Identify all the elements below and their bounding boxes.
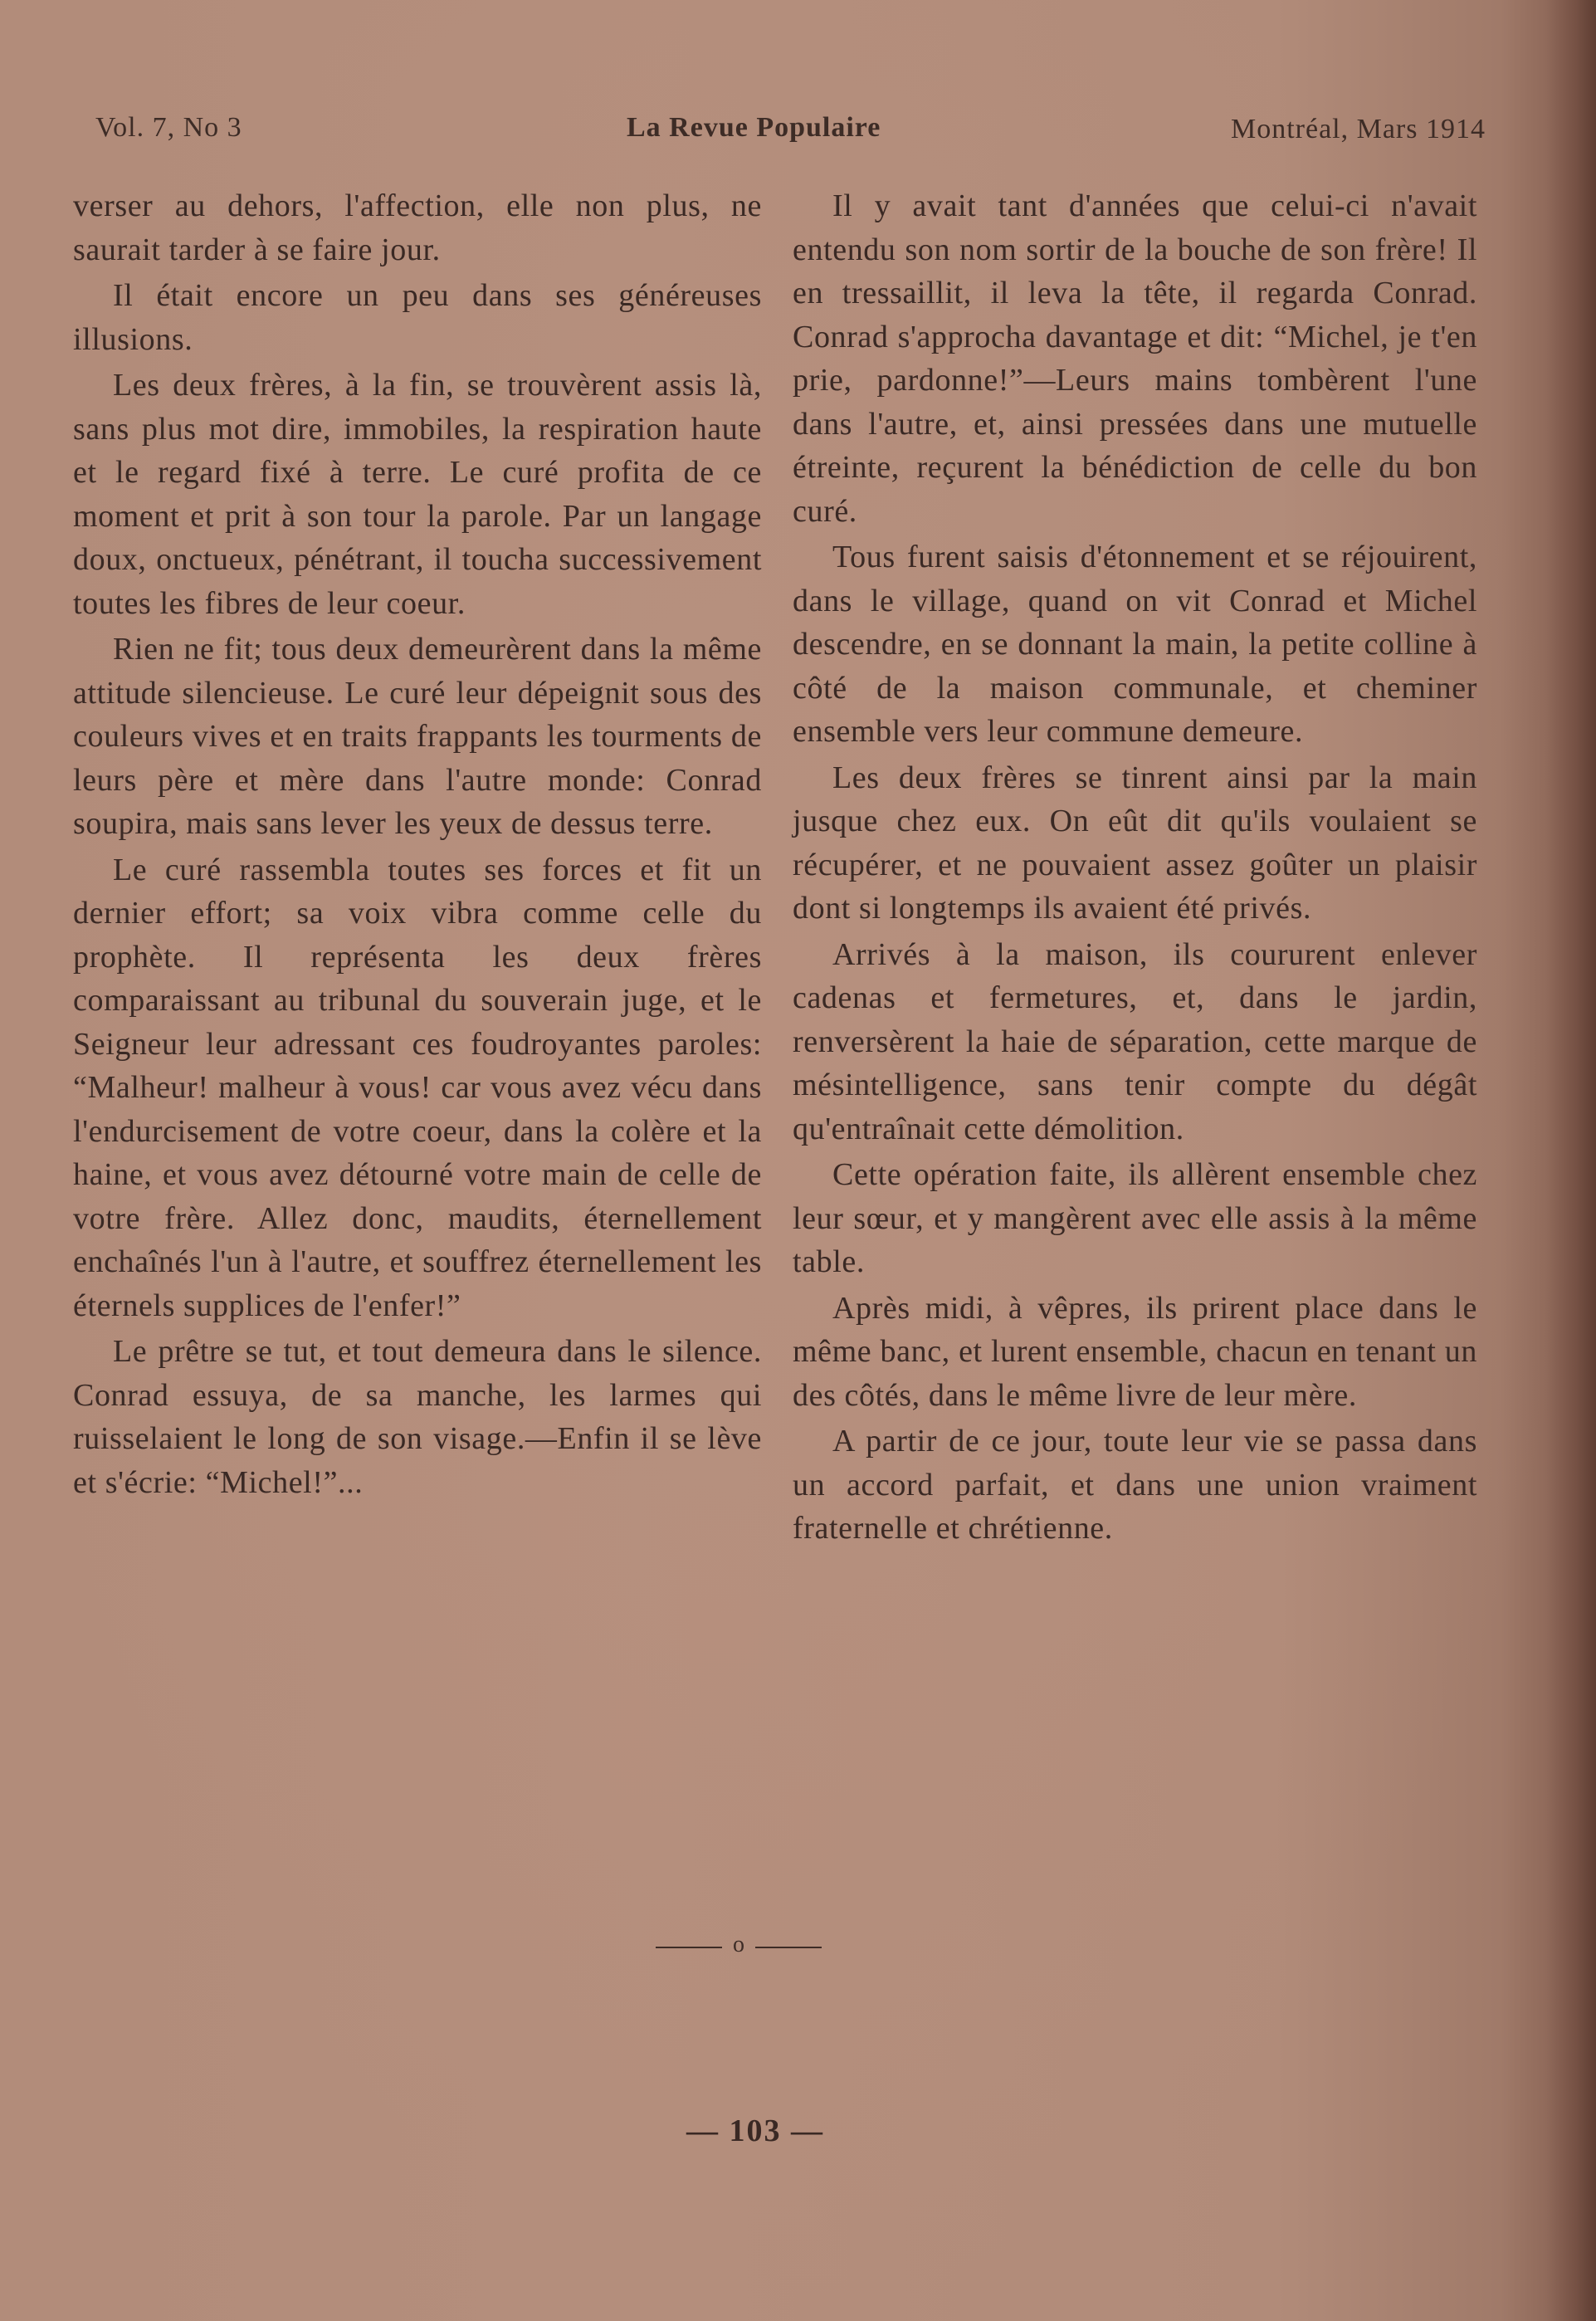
- page-number: — 103 —: [686, 2113, 824, 2148]
- separator-mark: o: [733, 1932, 744, 1957]
- paragraph: Après midi, à vêpres, ils prirent place dans le même banc, et lurent ensemble, chacun en tenant un des côtés, dans le même livre de leur mère.: [793, 1290, 1477, 1413]
- right-column: [793, 184, 1477, 1551]
- paragraph: Le curé rassembla toutes ses forces et fit un dernier effort; sa voix vibra comme celle du prophète. Il représenta les deux frères comparaissant au tribunal du souverain juge, et le Seigneur leur adressant ces foudroyantes paroles: “Malheur! malheur à vous! car vous avez vécu dans l'endurcisement de votre coeur, dans la colère et la haine, et vous avez détourné votre main de celle de votre frère. Allez donc, maudits, éternellement enchaînés l'un à l'autre, et souffrez éternellement les éternels supplices de l'enfer!”: [73, 852, 762, 1323]
- paragraph: Rien ne fit; tous deux demeurèrent dans la même attitude silencieuse. Le curé leur dépeignit sous des couleurs vives et en traits frappants les tourments de leurs père et mère dans l'autre monde: Conrad soupira, mais sans lever les yeux de dessus terre.: [73, 632, 762, 841]
- spine-shadow: [1546, 0, 1596, 2321]
- paragraph: Il y avait tant d'années que celui-ci n'avait entendu son nom sortir de la bouche de son frère! Il en tressaillit, il leva la tête, il regarda Conrad. Conrad s'approcha davantage et dit: “Michel, je t'en prie, pardonne!”—Leurs mains tombèrent l'une dans l'autre, et, ainsi pressées dans une mutuelle étreinte, reçurent la bénédiction de celle du bon curé.: [793, 188, 1477, 529]
- paragraph: Cette opération faite, ils allèrent ensemble chez leur sœur, et y mangèrent avec elle assis à la même table.: [793, 1157, 1477, 1279]
- place-date: Montréal, Mars 1914: [1230, 114, 1486, 144]
- paragraph: verser au dehors, l'affection, elle non plus, ne saurait tarder à se faire jour.: [73, 188, 762, 267]
- volume-label: Vol. 7, No 3: [95, 112, 242, 143]
- paragraph: Il était encore un peu dans ses généreuses illusions.: [73, 278, 762, 357]
- separator-line-right: [755, 1947, 822, 1948]
- paragraph: A partir de ce jour, toute leur vie se passa dans un accord parfait, et dans une union vraiment fraternelle et chrétienne.: [793, 1424, 1477, 1546]
- paragraph: Les deux frères se tinrent ainsi par la main jusque chez eux. On eût dit qu'ils voulaient se récupérer, et ne pouvaient assez goûter un plaisir dont si longtemps ils avaient été privés.: [793, 760, 1477, 926]
- paragraph: Les deux frères, à la fin, se trouvèrent assis là, sans plus mot dire, immobiles, la respiration haute et le regard fixé à terre. Le curé profita de ce moment et prit à son tour la parole. Par un langage doux, onctueux, pénétrant, il toucha successivement toutes les fibres de leur coeur.: [73, 368, 762, 621]
- paragraph: Le prêtre se tut, et tout demeura dans le silence. Conrad essuya, de sa manche, les larmes qui ruisselaient le long de son visage.—Enfin il se lève et s'écrie: “Michel!”...: [73, 1334, 762, 1500]
- section-separator: [656, 1930, 822, 1963]
- journal-title: La Revue Populaire: [627, 112, 881, 143]
- running-header: [95, 112, 1486, 154]
- paragraph: Arrivés à la maison, ils coururent enlever cadenas et fermetures, et, dans le jardin, renversèrent la haie de séparation, cette marque de mésintelligence, sans tenir compte du dégât qu'entraînait cette démolition.: [793, 936, 1477, 1146]
- paragraph: Tous furent saisis d'étonnement et se réjouirent, dans le village, quand on vit Conrad et Michel descendre, en se donnant la main, la petite colline à côté de la maison communale, et cheminer ensemble vers leur commune demeure.: [793, 540, 1477, 749]
- separator-line-left: [656, 1947, 722, 1948]
- left-column: [73, 184, 762, 1504]
